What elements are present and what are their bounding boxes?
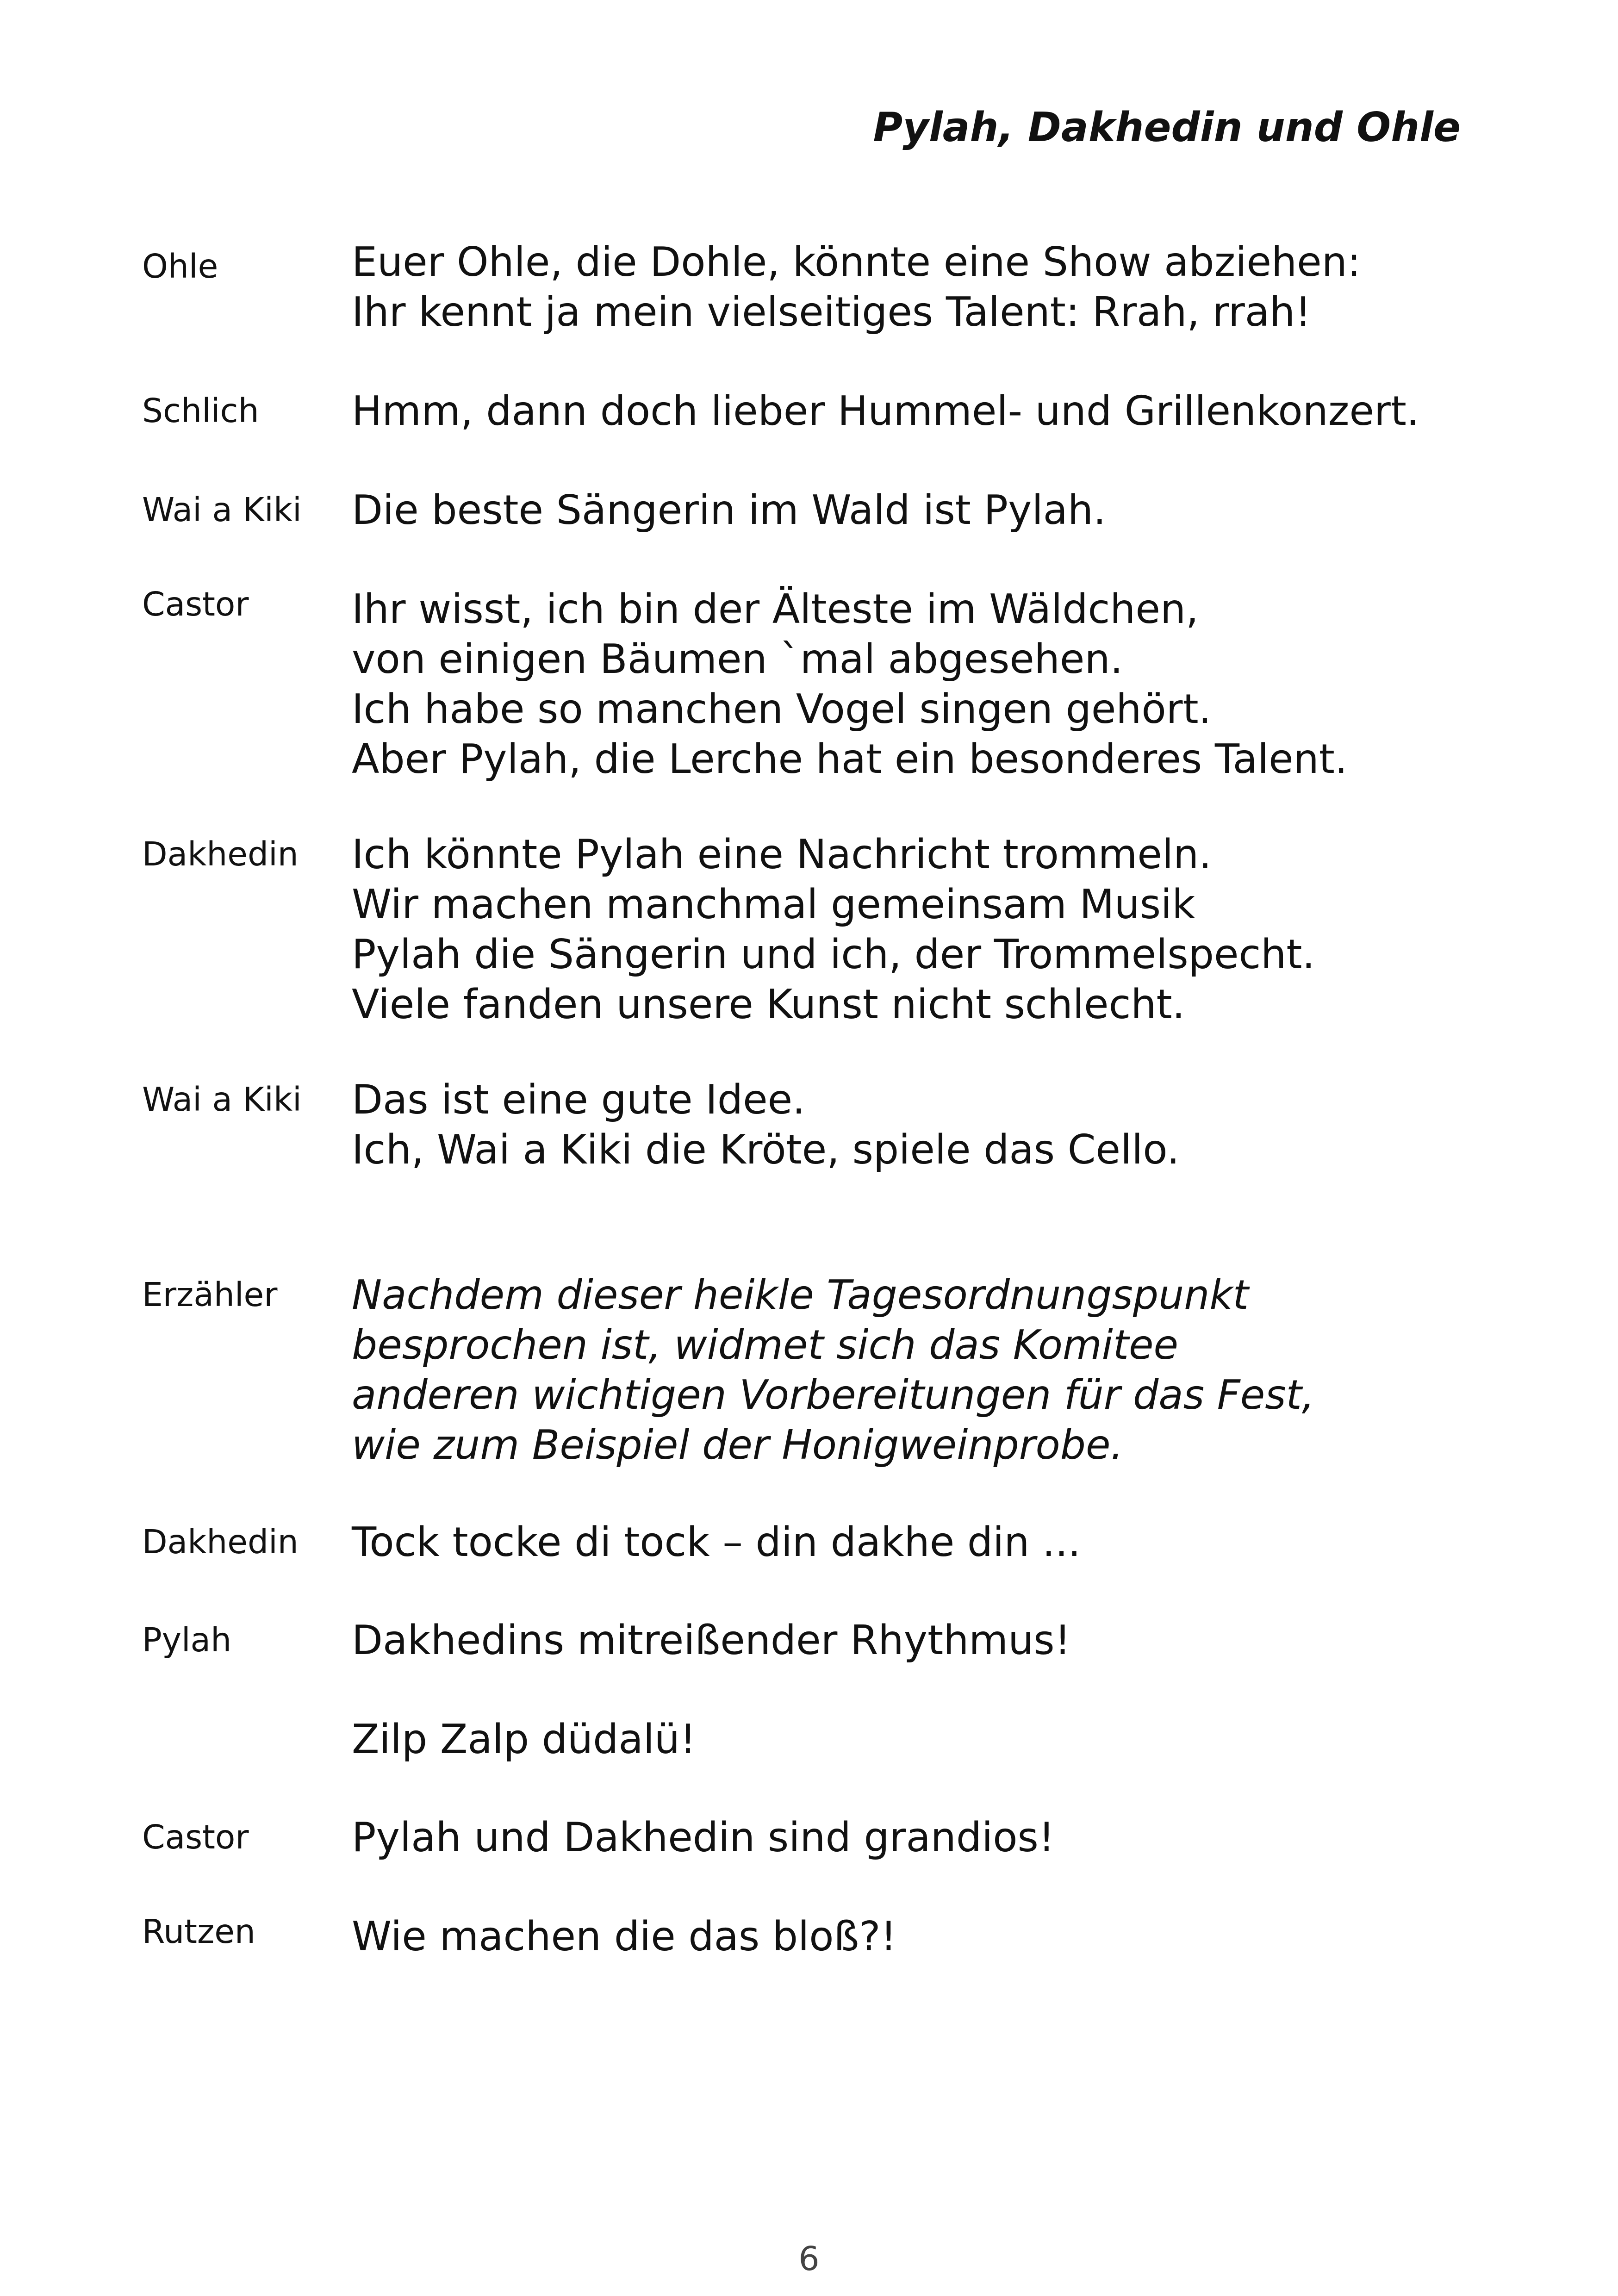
narration-lines xyxy=(352,1270,1500,1470)
dialogue-line: Euer Ohle, die Dohle, könnte eine Show abziehen: xyxy=(352,238,1361,286)
speaker-name: Pylah xyxy=(142,1621,232,1659)
dialogue-line: Hmm, dann doch lieber Hummel- und Grillenkonzert. xyxy=(352,387,1419,435)
dialogue-line: Dakhedins mitreißender Rhythmus! xyxy=(352,1617,1071,1664)
dialogue-line: Pylah und Dakhedin sind grandios! xyxy=(352,1814,1055,1861)
dialogue-line: Ihr wisst, ich bin der Älteste im Wäldchen, xyxy=(352,585,1199,633)
dialogue-line: Ich, Wai a Kiki die Kröte, spiele das Cello. xyxy=(352,1126,1180,1173)
speaker-name: Wai a Kiki xyxy=(142,491,302,529)
dialogue-line: Wie machen die das bloß?! xyxy=(352,1913,897,1960)
dialogue-lines xyxy=(352,829,1500,1029)
dialogue-line: Die beste Sängerin im Wald ist Pylah. xyxy=(352,486,1106,534)
dialogue-line: Ich habe so manchen Vogel singen gehört. xyxy=(352,685,1212,733)
dialogue-line: Wir machen manchmal gemeinsam Musik xyxy=(352,881,1195,928)
dialogue-line: Das ist eine gute Idee. xyxy=(352,1076,805,1123)
speaker-name: Rutzen xyxy=(142,1912,255,1951)
dialogue-lines xyxy=(352,485,1500,535)
dialogue-lines xyxy=(352,1615,1500,1665)
dialogue-line: Pylah die Sängerin und ich, der Trommelspecht. xyxy=(352,931,1315,978)
speaker-name: Dakhedin xyxy=(142,835,299,873)
speaker-name: Wai a Kiki xyxy=(142,1080,302,1119)
speaker-name: Dakhedin xyxy=(142,1523,299,1561)
dialogue-lines xyxy=(352,584,1500,784)
page-title: Pylah, Dakhedin und Ohle xyxy=(873,104,1461,151)
dialogue-lines xyxy=(352,237,1500,337)
dialogue-line: Tock tocke di tock – din dakhe din ... xyxy=(352,1518,1081,1566)
dialogue-lines xyxy=(352,1714,1500,1764)
speaker-name: Schlich xyxy=(142,392,259,430)
speaker-name: Castor xyxy=(142,585,249,623)
dialogue-line: Zilp Zalp düdalü! xyxy=(352,1716,696,1763)
dialogue-line: von einigen Bäumen `mal abgesehen. xyxy=(352,635,1123,683)
page-number: 6 xyxy=(798,2240,820,2278)
dialogue-line: Ihr kennt ja mein vielseitiges Talent: Rrah, rrah! xyxy=(352,288,1312,336)
speaker-name: Erzähler xyxy=(142,1276,278,1314)
dialogue-lines xyxy=(352,1075,1500,1175)
dialogue-line: Ich könnte Pylah eine Nachricht trommeln. xyxy=(352,831,1212,878)
dialogue-line: Viele fanden unsere Kunst nicht schlecht. xyxy=(352,981,1185,1028)
narration-line: wie zum Beispiel der Honigweinprobe. xyxy=(352,1421,1124,1468)
speaker-name: Castor xyxy=(142,1818,249,1856)
speaker-name: Ohle xyxy=(142,247,218,286)
dialogue-line: Aber Pylah, die Lerche hat ein besonderes Talent. xyxy=(352,735,1348,783)
dialogue-lines xyxy=(352,1911,1500,1961)
narration-line: Nachdem dieser heikle Tagesordnungspunkt xyxy=(352,1271,1249,1319)
narration-line: anderen wichtigen Vorbereitungen für das Fest, xyxy=(352,1371,1315,1419)
narration-line: besprochen ist, widmet sich das Komitee xyxy=(352,1321,1179,1369)
dialogue-lines xyxy=(352,1517,1500,1567)
dialogue-lines xyxy=(352,386,1500,436)
dialogue-lines xyxy=(352,1812,1500,1862)
